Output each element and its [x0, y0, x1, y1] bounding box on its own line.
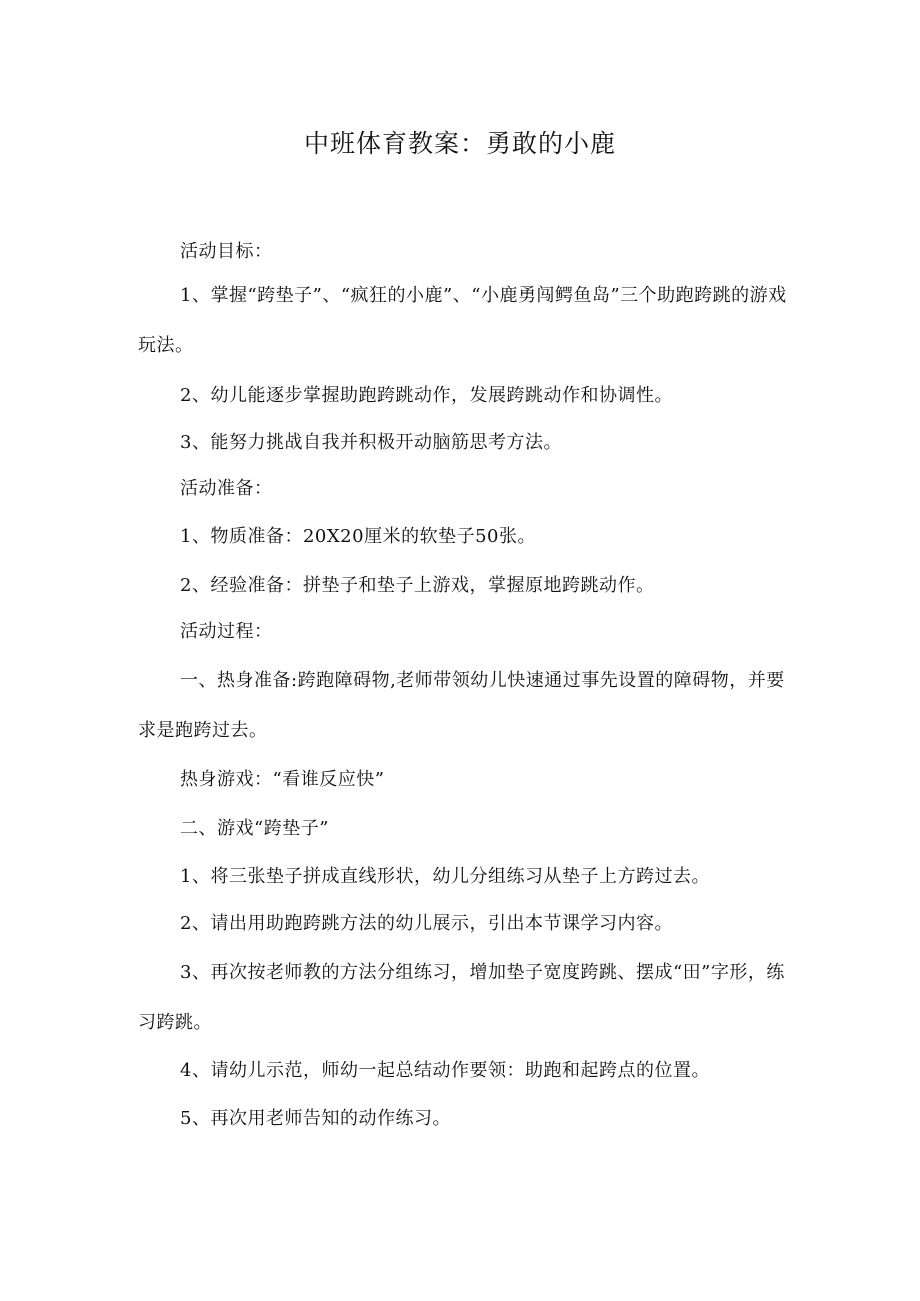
paragraph: 4、请幼儿示范，师幼一起总结动作要领：助跑和起跨点的位置。: [180, 1060, 710, 1081]
paragraph: 一、热身准备:跨跑障碍物,老师带领幼儿快速通过事先设置的障碍物，并要求是跑跨过去。: [138, 670, 785, 741]
paragraph: 热身游戏：“看谁反应快”: [180, 769, 385, 790]
paragraph: 1、将三张垫子拼成直线形状，幼儿分组练习从垫子上方跨过去。: [180, 866, 710, 887]
paragraph: 2、经验准备：拼垫子和垫子上游戏，掌握原地跨跳动作。: [180, 575, 655, 596]
paragraph: 2、幼儿能逐步掌握助跑跨跳动作，发展跨跳动作和协调性。: [180, 385, 673, 406]
section-heading-objectives: 活动目标：: [180, 241, 273, 262]
paragraph: 3、再次按老师教的方法分组练习，增加垫子宽度跨跳、摆成“田”字形，练习跨跳。: [138, 962, 785, 1033]
paragraph: 5、再次用老师告知的动作练习。: [180, 1108, 451, 1129]
paragraph: 二、游戏“跨垫子”: [180, 818, 329, 839]
paragraph: 1、掌握“跨垫子”、“疯狂的小鹿”、“小鹿勇闯鳄鱼岛”三个助跑跨跳的游戏玩法。: [138, 285, 787, 356]
document-title: 中班体育教案：勇敢的小鹿: [303, 129, 616, 158]
section-heading-preparation: 活动准备：: [180, 478, 273, 499]
section-heading-process: 活动过程：: [180, 621, 273, 642]
paragraph: 2、请出用助跑跨跳方法的幼儿展示，引出本节课学习内容。: [180, 913, 673, 934]
paragraph: 1、物质准备：20X20厘米的软垫子50张。: [180, 526, 536, 547]
paragraph: 3、能努力挑战自我并积极开动脑筋思考方法。: [180, 432, 562, 453]
